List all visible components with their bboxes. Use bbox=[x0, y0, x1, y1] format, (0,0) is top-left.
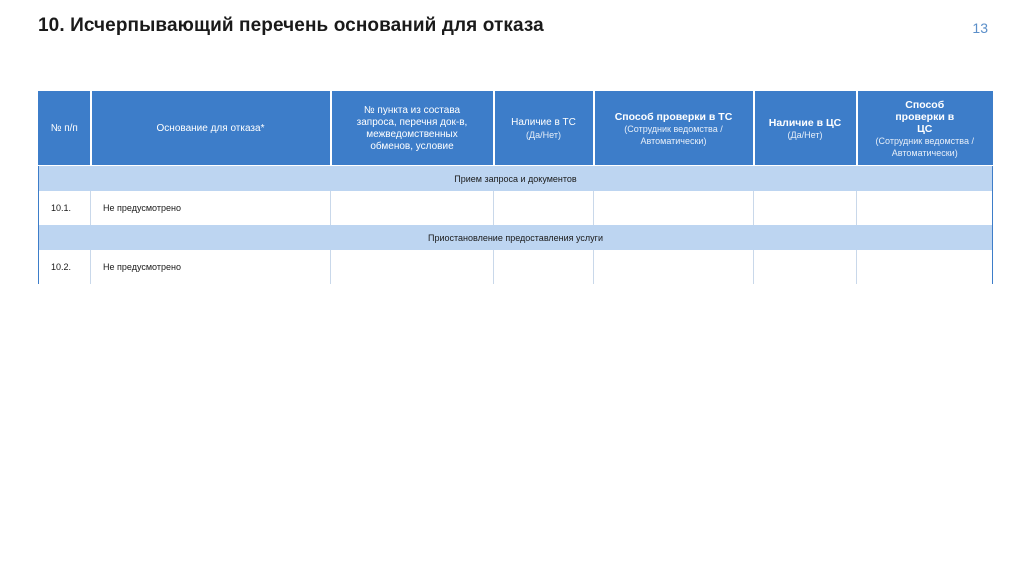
slide-title: 10. Исчерпывающий перечень оснований для отказа bbox=[38, 15, 544, 36]
header-cell-cs-method: Способ проверки в ЦС (Сотрудник ведомства / Автоматически) bbox=[857, 92, 993, 166]
header-cell-item: № пункта из состава запроса, перечня док-в, межведомственных обменов, условие bbox=[331, 92, 494, 166]
refusal-grounds-table bbox=[38, 91, 993, 284]
empty-cell bbox=[857, 191, 993, 225]
header-cell-number: № п/п bbox=[39, 92, 91, 166]
section-row bbox=[39, 166, 993, 192]
row-number: 10.1. bbox=[39, 191, 91, 225]
empty-cell bbox=[331, 250, 494, 284]
empty-cell bbox=[494, 191, 594, 225]
empty-cell bbox=[754, 250, 857, 284]
empty-cell bbox=[594, 191, 754, 225]
header-cell-ts-presence: Наличие в ТС (Да/Нет) bbox=[494, 92, 594, 166]
empty-cell bbox=[594, 250, 754, 284]
header-cell-cs-presence: Наличие в ЦС (Да/Нет) bbox=[754, 92, 857, 166]
page-number: 13 bbox=[972, 20, 988, 36]
empty-cell bbox=[754, 191, 857, 225]
section-title: Приостановление предоставления услуги bbox=[39, 225, 993, 250]
table-row bbox=[39, 191, 993, 225]
table-header-row bbox=[39, 92, 993, 166]
section-title: Прием запроса и документов bbox=[39, 166, 993, 192]
row-reason: Не предусмотрено bbox=[91, 191, 331, 225]
empty-cell bbox=[331, 191, 494, 225]
header-cell-ts-method: Способ проверки в ТС (Сотрудник ведомства / Автоматически) bbox=[594, 92, 754, 166]
row-reason: Не предусмотрено bbox=[91, 250, 331, 284]
table-row bbox=[39, 250, 993, 284]
section-row bbox=[39, 225, 993, 250]
empty-cell bbox=[857, 250, 993, 284]
header-cell-reason: Основание для отказа* bbox=[91, 92, 331, 166]
row-number: 10.2. bbox=[39, 250, 91, 284]
empty-cell bbox=[494, 250, 594, 284]
